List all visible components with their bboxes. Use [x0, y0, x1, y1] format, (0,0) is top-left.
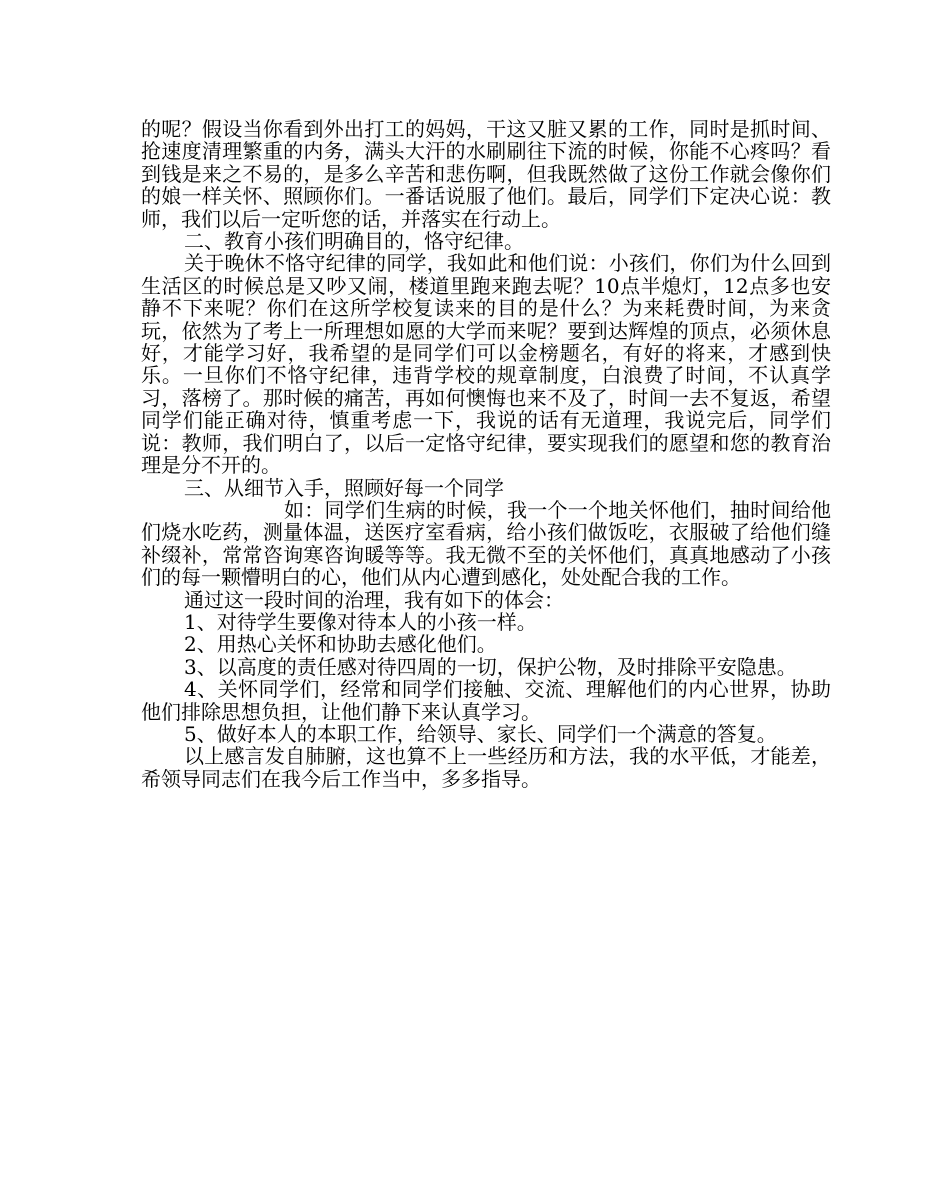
- list-item-1: 1、对待学生要像对待本人的小孩一样。: [184, 609, 537, 634]
- list-item-2: 2、用热心关怀和协助去感化他们。: [184, 632, 497, 657]
- section-heading-3: 三、从细节入手，照顾好每一个同学: [184, 475, 504, 500]
- paragraph-summary-intro: 通过这一段时间的治理，我有如下的体会：: [184, 587, 564, 612]
- section-heading-2: 二、教育小孩们明确目的，恪守纪律。: [184, 229, 524, 254]
- paragraph-discipline: 关于晚休不恪守纪律的同学，我如此和他们说：小孩们，你们为什么回到生活区的时候总是又吵又闹，楼道里跑来跑去呢？10点半熄灯，12点多也安静不下来呢？你们在这所学校复读来的目的是什么？为来耗费时间，为来贪玩，依然为了考上一所理想如愿的大学而来呢？要到达辉煌的顶点，必须休息好，才能学习好，我希望的是同学们可以金榜题名，有好的将来，才感到快乐。一旦你们不恪守纪律，违背学校的规章制度，白浪费了时间，不认真学习，落榜了。那时候的痛苦，再如何懊悔也来不及了，时间一去不复返，希望同学们能正确对待，慎重考虑一下，我说的话有无道理，我说完后，同学们说：教师，我们明白了，以后一定恪守纪律，要实现我们的愿望和您的教育治理是分不开的。: [141, 251, 831, 478]
- list-item-4: 4、关怀同学们，经常和同学们接触、交流、理解他们的内心世界，协助他们排除思想负担，让他们静下来认真学习。: [141, 677, 831, 724]
- list-item-5: 5、做好本人的本职工作，给领导、家长、同学们一个满意的答复。: [184, 721, 777, 746]
- paragraph-continuation: 的呢？假设当你看到外出打工的妈妈，干这又脏又累的工作，同时是抓时间、抢速度清理繁重的内务，满头大汗的水刷刷往下流的时候，你能不心疼吗？看到钱是来之不易的，是多么辛苦和悲伤啊，但我既然做了这份工作就会像你们的娘一样关怀、照顾你们。一番话说服了他们。最后，同学们下定决心说：教师，我们以后一定听您的话，并落实在行动上。: [141, 117, 831, 231]
- document-body: [141, 118, 831, 790]
- paragraph-care: 如：同学们生病的时候，我一个一个地关怀他们，抽时间给他们烧水吃药，测量体温，送医疗室看病，给小孩们做饭吃，衣服破了给他们缝补缀补，常常咨询寒咨询暖等等。我无微不至的关怀他们，真真地感动了小孩们的每一颗懵明白的心，他们从内心遭到感化，处处配合我的工作。: [141, 497, 831, 590]
- list-item-3: 3、以高度的责任感对待四周的一切，保护公物，及时排除平安隐患。: [184, 654, 797, 679]
- paragraph-closing: 以上感言发自肺腑，这也算不上一些经历和方法，我的水平低，才能差，希领导同志们在我今后工作当中，多多指导。: [141, 744, 831, 791]
